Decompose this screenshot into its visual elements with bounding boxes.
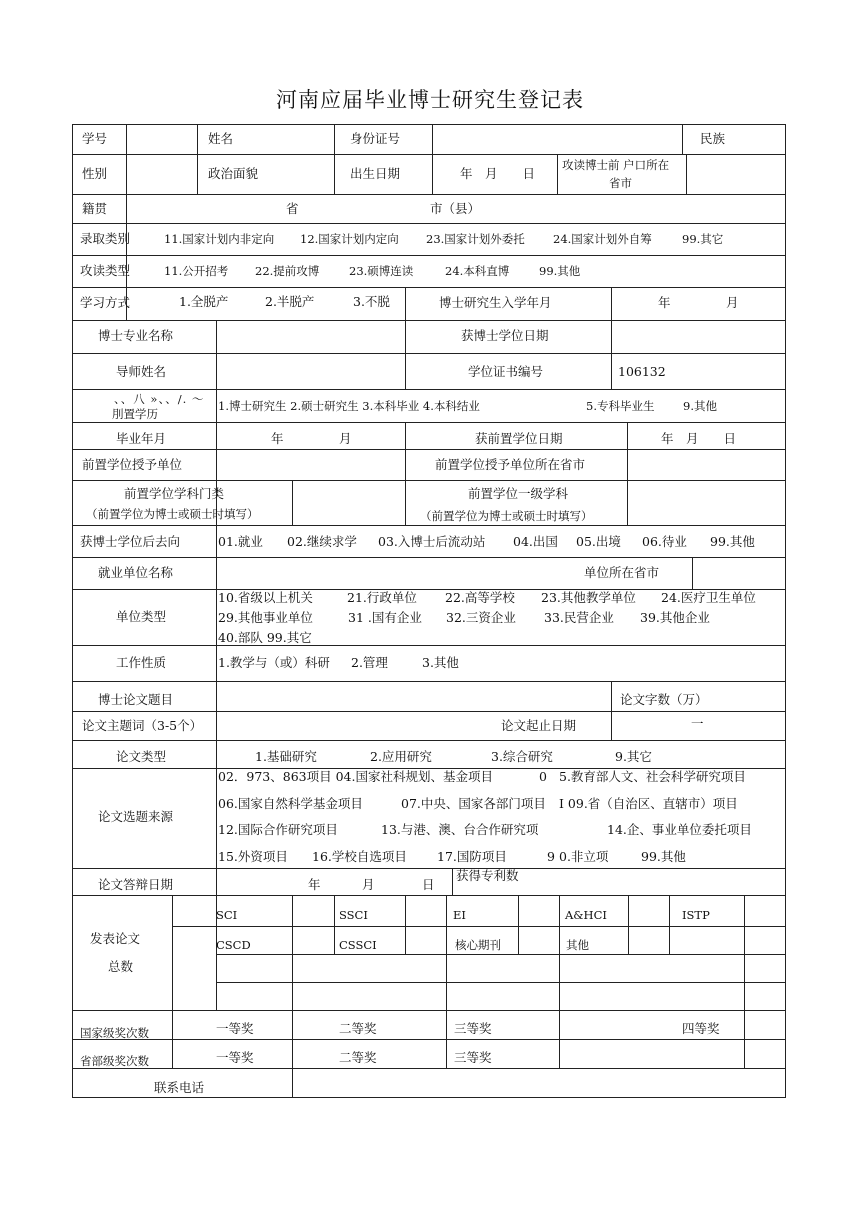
prior-edu-option: 5.专科毕业生 <box>586 399 655 413</box>
paper-index-cscd: CSCD <box>216 938 251 952</box>
contact-phone-field[interactable] <box>293 1069 785 1097</box>
admission-option: 12.国家计划内定向 <box>300 232 399 246</box>
prior-degree-date-label: 获前置学位日期 <box>475 431 563 446</box>
papers-label-total: 总数 <box>108 959 134 974</box>
defense-month-suffix: 月 <box>362 877 375 892</box>
col-line <box>334 124 335 194</box>
row-line <box>72 740 786 741</box>
unit-type-option: 29.其他事业单位 <box>218 610 313 625</box>
enroll-month-suffix: 月 <box>726 295 739 310</box>
study-mode-option: 2.半脱产 <box>265 294 315 309</box>
paper-index-ahci: A&HCI <box>565 908 607 922</box>
political-status-label: 政治面貌 <box>208 166 259 181</box>
study-type-option: 11.公开招考 <box>164 264 229 278</box>
row-line <box>72 525 786 526</box>
topic-source-option: 99.其他 <box>641 849 686 864</box>
destination-option: 04.出国 <box>513 534 558 549</box>
work-nature-option: 1.教学与（或）科研 <box>218 655 330 670</box>
paper-index-ssci: SSCI <box>339 908 368 922</box>
col-line <box>334 895 335 955</box>
col-line <box>405 287 406 320</box>
city-suffix: 市（县） <box>430 201 481 216</box>
page-title: 河南应届毕业博士研究生登记表 <box>276 88 584 112</box>
col-line <box>611 320 612 389</box>
col-line <box>446 895 447 1068</box>
unit-type-option: 23.其他教学单位 <box>541 590 636 605</box>
topic-source-option: 06.国家自然科学基金项目 <box>218 796 363 811</box>
col-line <box>405 320 406 389</box>
destination-option: 03.入博士后流动站 <box>378 534 486 549</box>
prior-degree-date-blank: 年 月 日 <box>661 431 737 446</box>
name-label: 姓名 <box>208 131 234 146</box>
enroll-year-suffix: 年 <box>658 295 671 310</box>
study-mode-option: 3.不脱 <box>353 294 390 309</box>
prior-field-label: 前置学位学科门类 <box>124 486 225 501</box>
work-nature-label: 工作性质 <box>116 655 167 670</box>
thesis-title-label: 博士论文题目 <box>98 692 174 707</box>
destination-option: 01.就业 <box>218 534 263 549</box>
cert-number-label: 学位证书编号 <box>468 364 544 379</box>
row-line <box>72 480 786 481</box>
paper-index-sci: SCI <box>216 908 238 922</box>
destination-option: 99.其他 <box>710 534 755 549</box>
unit-type-option: 31 .国有企业 <box>348 610 422 625</box>
id-number-field[interactable] <box>433 125 681 154</box>
grad-year-suffix: 年 <box>271 431 284 446</box>
topic-source-option: 17.国防项目 <box>437 849 507 864</box>
grad-month-suffix: 月 <box>339 431 352 446</box>
thesis-type-option: 1.基础研究 <box>255 749 317 764</box>
row-line <box>72 389 786 390</box>
topic-source-option: 14.企、事业单位委托项目 <box>607 822 752 837</box>
col-line <box>559 895 560 1068</box>
topic-source-option: I 09.省（自治区、直辖市）项目 <box>559 796 738 811</box>
row-line <box>72 320 786 321</box>
grad-date-label: 毕业年月 <box>116 431 167 446</box>
unit-type-option: 32.三资企业 <box>446 610 516 625</box>
keywords-label: 论文主题词（3-5个） <box>82 718 203 733</box>
student-id-label: 学号 <box>82 131 108 146</box>
col-line <box>405 422 406 525</box>
col-line <box>197 124 198 194</box>
national-first-prize: 一等奖 <box>216 1021 254 1036</box>
unit-type-option: 21.行政单位 <box>347 590 417 605</box>
row-line <box>72 1010 786 1011</box>
paper-index-other: 其他 <box>566 938 589 952</box>
prior-first-level-label: 前置学位一级学科 <box>468 486 569 501</box>
destination-option: 06.待业 <box>642 534 687 549</box>
degree-date-label: 获博士学位日期 <box>461 328 549 343</box>
row-line <box>72 557 786 558</box>
topic-source-option: 5.教育部人文、社会科学研究项目 <box>559 769 746 784</box>
birth-date-label: 出生日期 <box>350 166 401 181</box>
admission-option: 23.国家计划外委托 <box>426 232 525 246</box>
destination-option: 05.出境 <box>576 534 621 549</box>
destination-label: 获博士学位后去向 <box>80 534 181 549</box>
col-line <box>172 895 173 1068</box>
row-line <box>72 223 786 224</box>
admission-option: 24.国家计划外自筹 <box>553 232 652 246</box>
contact-phone-label: 联系电话 <box>154 1080 205 1095</box>
col-line <box>627 422 628 449</box>
prior-unit-label: 前置学位授予单位 <box>82 457 183 472</box>
admission-label: 录取类别 <box>80 231 131 246</box>
hukou-label-line2: 省市 <box>609 176 632 190</box>
unit-type-option: 39.其他企业 <box>640 610 710 625</box>
col-line <box>611 287 612 320</box>
form-border-left <box>72 124 73 1098</box>
col-line <box>627 449 628 525</box>
birth-date-blank: 年 月 日 <box>460 166 536 181</box>
row-line <box>72 353 786 354</box>
advisor-label: 导师姓名 <box>116 364 167 379</box>
form-border-right <box>785 124 786 1098</box>
employer-label: 就业单位名称 <box>98 565 174 580</box>
prior-edu-label: 刖置学历 <box>112 407 158 421</box>
thesis-type-option: 9.其它 <box>615 749 652 764</box>
defense-year-suffix: 年 <box>308 877 321 892</box>
col-line <box>682 124 683 154</box>
prior-unit-location-label: 前置学位授予单位所在省市 <box>435 457 586 472</box>
admission-option: 11.国家计划内非定向 <box>164 232 275 246</box>
unit-type-label: 单位类型 <box>116 609 167 624</box>
study-type-label: 攻读类型 <box>80 263 131 278</box>
prior-edu-label-top: 、、八 »、、/. 〜 <box>114 392 205 406</box>
col-line <box>216 320 217 1010</box>
admission-option: 99.其它 <box>682 232 724 246</box>
unit-type-option: 40.部队 99.其它 <box>218 630 312 645</box>
col-line <box>557 154 558 194</box>
row-line <box>216 982 786 983</box>
major-label: 博士专业名称 <box>98 328 174 343</box>
col-line <box>292 895 293 1097</box>
study-mode-option: 1.全脱产 <box>179 294 229 309</box>
col-line <box>518 895 519 955</box>
study-type-option: 99.其他 <box>539 264 581 278</box>
col-line <box>744 895 745 1068</box>
row-line <box>216 954 786 955</box>
employer-location-label: 单位所在省市 <box>584 565 660 580</box>
thesis-type-option: 3.综合研究 <box>491 749 553 764</box>
row-line <box>72 1039 786 1040</box>
thesis-type-option: 2.应用研究 <box>370 749 432 764</box>
topic-source-option: 02．973、863项目 04.国家社科规划、基金项目 <box>218 769 493 784</box>
unit-type-option: 22.高等学校 <box>445 590 515 605</box>
row-line <box>72 449 786 450</box>
provincial-third-prize: 三等奖 <box>454 1050 492 1065</box>
col-line <box>744 1010 745 1039</box>
thesis-title-field[interactable] <box>217 669 675 711</box>
topic-source-option: 12.国际合作研究项目 <box>218 822 338 837</box>
study-type-option: 23.硕博连读 <box>349 264 414 278</box>
col-line <box>292 480 293 525</box>
national-fourth-prize: 四等奖 <box>682 1021 720 1036</box>
defense-day-suffix: 日 <box>422 877 435 892</box>
topic-source-option: 0 <box>539 769 547 784</box>
major-field[interactable] <box>217 321 404 353</box>
gender-label: 性别 <box>82 166 108 181</box>
ethnicity-label: 民族 <box>700 131 726 146</box>
province-suffix: 省 <box>286 201 299 216</box>
prior-first-level-note: （前置学位为博士或硕士时填写） <box>420 509 593 523</box>
prior-edu-option: 1.博士研究生 2.硕士研究生 3.本科毕业 4.本科结业 <box>218 399 480 413</box>
prior-edu-option: 9.其他 <box>683 399 717 413</box>
defense-date-label: 论文答辩日期 <box>98 877 174 892</box>
row-line <box>72 194 786 195</box>
row-line <box>72 255 786 256</box>
cert-number-value: 106132 <box>618 364 666 379</box>
paper-index-cssci: CSSCI <box>339 938 377 952</box>
thesis-period-dash: 一 <box>691 716 704 731</box>
row-line <box>72 868 786 869</box>
provincial-second-prize: 二等奖 <box>339 1050 377 1065</box>
col-line <box>628 895 629 955</box>
topic-source-option: 16.学校自选项目 <box>312 849 407 864</box>
thesis-period-label: 论文起止日期 <box>501 718 577 733</box>
paper-index-core: 核心期刊 <box>455 938 501 952</box>
topic-source-option: 13.与港、澳、台合作研究项 <box>381 822 539 837</box>
provincial-awards-label: 省部级奖次数 <box>80 1054 149 1068</box>
origin-label: 籍贯 <box>82 201 108 216</box>
row-line <box>72 711 786 712</box>
paper-index-istp: ISTP <box>682 908 710 922</box>
advisor-field[interactable] <box>217 354 404 389</box>
col-line <box>452 868 453 895</box>
study-type-option: 22.提前攻博 <box>255 264 320 278</box>
study-mode-label: 学习方式 <box>80 295 131 310</box>
study-type-option: 24.本科直博 <box>445 264 510 278</box>
topic-source-option: 0.非立项 <box>559 849 609 864</box>
work-nature-option: 2.管理 <box>351 655 388 670</box>
col-line <box>669 895 670 955</box>
word-count-label: 论文字数（万） <box>620 692 708 707</box>
paper-index-ei: EI <box>453 908 466 922</box>
registration-form <box>72 124 786 1098</box>
national-third-prize: 三等奖 <box>454 1021 492 1036</box>
row-line <box>72 645 786 646</box>
row-line <box>72 287 786 288</box>
unit-type-option: 10.省级以上机关 <box>218 590 313 605</box>
patent-count-label: 获得专利数 <box>456 868 519 883</box>
id-number-label: 身份证号 <box>350 131 401 146</box>
destination-option: 02.继续求学 <box>287 534 357 549</box>
thesis-type-label: 论文类型 <box>116 749 167 764</box>
topic-source-option: 07.中央、国家各部门项目 <box>401 796 546 811</box>
row-line <box>72 895 786 896</box>
enroll-date-label: 博士研究生入学年月 <box>439 295 552 310</box>
row-line <box>172 926 786 927</box>
col-line <box>405 895 406 955</box>
topic-source-label: 论文选题来源 <box>98 809 174 824</box>
topic-source-option: 15.外资项目 <box>218 849 288 864</box>
national-awards-label: 国家级奖次数 <box>80 1026 149 1040</box>
hukou-label-line1: 攻读博士前 户口所在 <box>562 158 670 172</box>
unit-type-option: 33.民营企业 <box>544 610 614 625</box>
work-nature-option: 3.其他 <box>422 655 459 670</box>
col-line <box>611 711 612 740</box>
national-second-prize: 二等奖 <box>339 1021 377 1036</box>
prior-field-note: （前置学位为博士或硕士时填写） <box>86 507 259 521</box>
col-line <box>692 557 693 589</box>
row-line <box>72 154 786 155</box>
form-border-bottom <box>72 1097 786 1098</box>
unit-type-option: 24.医疗卫生单位 <box>661 590 756 605</box>
student-id-field[interactable] <box>127 125 196 154</box>
row-line <box>72 422 786 423</box>
col-line <box>686 154 687 194</box>
provincial-first-prize: 一等奖 <box>216 1050 254 1065</box>
topic-source-option: 9 <box>547 849 555 864</box>
papers-label: 发表论文 <box>90 931 141 946</box>
